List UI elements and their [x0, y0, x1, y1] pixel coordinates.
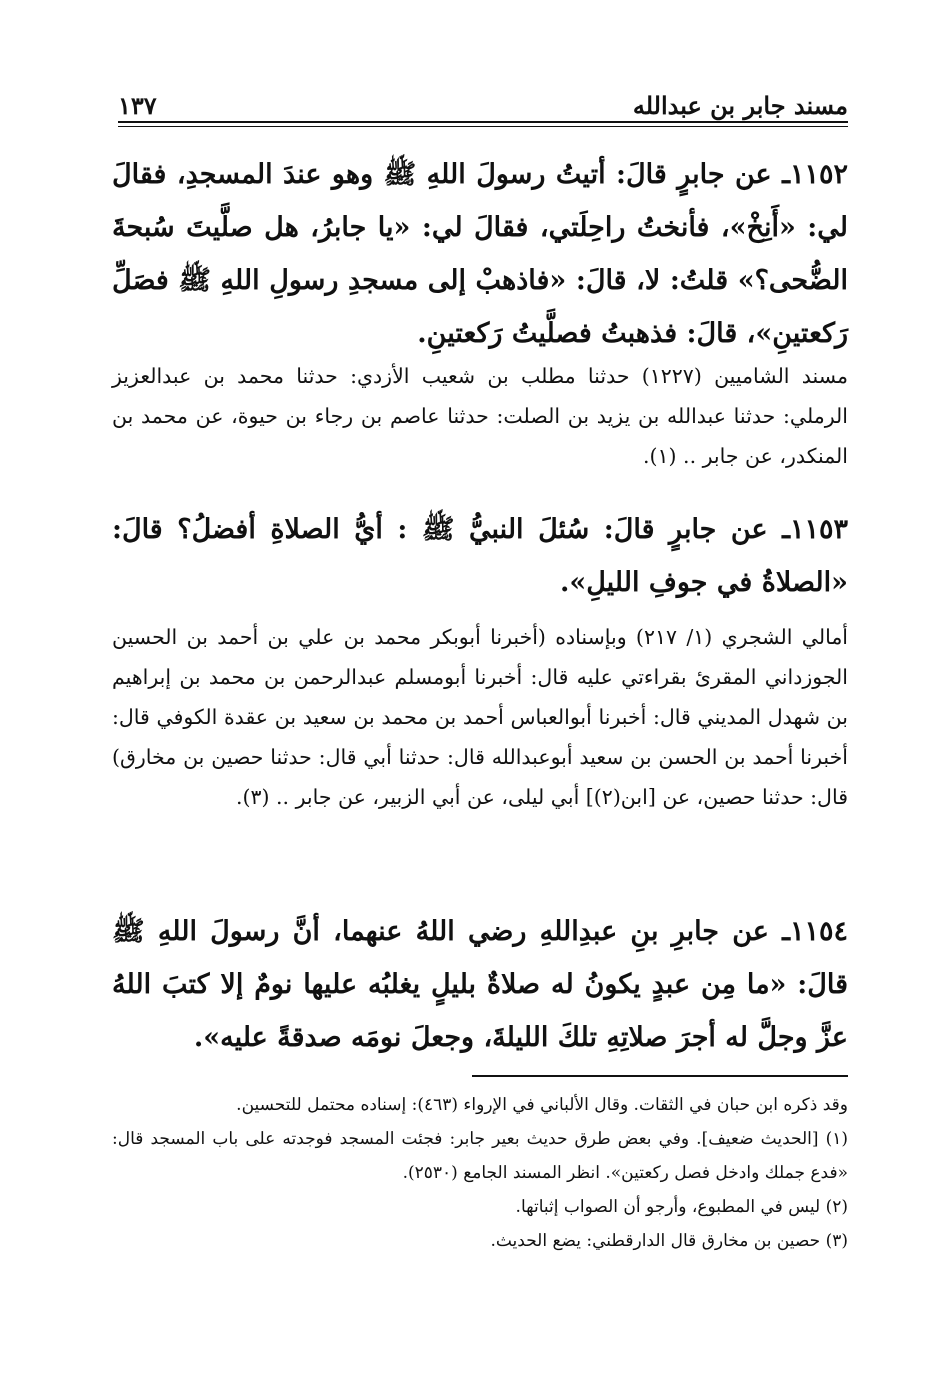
- hadith-source: مسند الشاميين (١٢٢٧) حدثنا مطلب بن شعيب الأزدي: حدثنا محمد بن عبدالعزيز الرملي: حدثنا عبدالله بن يزيد بن الصلت: حدثنا عاصم بن رجاء بن حيوة، عن محمد بن المنكدر، عن جابر .. (١).: [112, 364, 848, 468]
- source-block-1153: [112, 617, 848, 817]
- header-rule-thin: [118, 126, 848, 127]
- footnote-1: (١) [الحديث ضعيف]. وفي بعض طرق حديث بعير جابر: فجئت المسجد فوجدته على باب المسجد قال: «فدع جملك وادخل فصل ركعتين». انظر المسند الجامع (٢٥٣٠).: [112, 1129, 848, 1183]
- hadith-block-1154: [112, 905, 848, 1064]
- source-block-1152: [112, 356, 848, 476]
- footnote-3: (٣) حصين بن مخارق قال الدارقطني: يضع الحديث.: [490, 1231, 848, 1251]
- page-number: ١٣٧: [118, 91, 157, 120]
- footnote-2: (٢) ليس في المطبوع، وأرجو أن الصواب إثباتها.: [515, 1197, 848, 1217]
- running-title: مسند جابر بن عبدالله: [632, 91, 848, 120]
- footnotes: [112, 1088, 848, 1258]
- hadith-block-1152: [112, 148, 848, 360]
- header-rule: [118, 121, 848, 123]
- footnote-separator: [472, 1075, 848, 1077]
- footnote-continued: وقد ذكره ابن حبان في الثقات. وقال الألباني في الإرواء (٤٦٣): إسناده محتمل للتحسين.: [236, 1095, 848, 1115]
- running-header: [118, 80, 848, 120]
- hadith-block-1153: [112, 503, 848, 609]
- hadith-text: ١١٥٣ـ عن جابرٍ قالَ: سُئلَ النبيُّ ﷺ : أيُّ الصلاةِ أفضلُ؟ قالَ: «الصلاةُ في جوفِ الليلِ».: [112, 514, 848, 598]
- hadith-text: ١١٥٤ـ عن جابرِ بنِ عبدِاللهِ رضي اللهُ عنهما، أنَّ رسولَ اللهِ ﷺ قالَ: «ما مِن عبدٍ يكونُ له صلاةٌ بليلٍ يغلبُه عليها نومٌ إلا كتبَ اللهُ عزَّ وجلَّ له أجرَ صلاتِهِ تلكَ الليلةَ، وجعلَ نومَه صدقةً عليه».: [112, 916, 848, 1053]
- hadith-source: أمالي الشجري (١/ ٢١٧) وبإسناده (أخبرنا أبوبكر محمد بن علي بن أحمد بن الحسين الجوزداني المقرئ بقراءتي عليه قال: أخبرنا أبومسلم عبدالرحمن بن محمد بن إبراهيم بن شهدل المديني قال: أخبرنا أبوالعباس أحمد بن محمد بن سعيد بن عقدة الكوفي قال: أخبرنا أحمد بن الحسن بن سعيد أبوعبدالله قال: حدثنا أبي قال: حدثنا حصين بن مخارق) قال: حدثنا حصين، عن [ابن(٢)] أبي ليلى، عن أبي الزبير، عن جابر .. (٣).: [112, 625, 848, 809]
- hadith-text: ١١٥٢ـ عن جابرٍ قالَ: أتيتُ رسولَ اللهِ ﷺ وهو عندَ المسجدِ، فقالَ لي: «أَنِخْ»، فأنختُ راحِلَتي، فقالَ لي: «يا جابرُ، هل صلَّيتَ سُبحةَ الضُّحى؟» قلتُ: لا، قالَ: «فاذهبْ إلى مسجدِ رسولِ اللهِ ﷺ فصَلِّ رَكعتينِ»، قالَ: فذهبتُ فصلَّيتُ رَكعتينِ.: [112, 159, 848, 349]
